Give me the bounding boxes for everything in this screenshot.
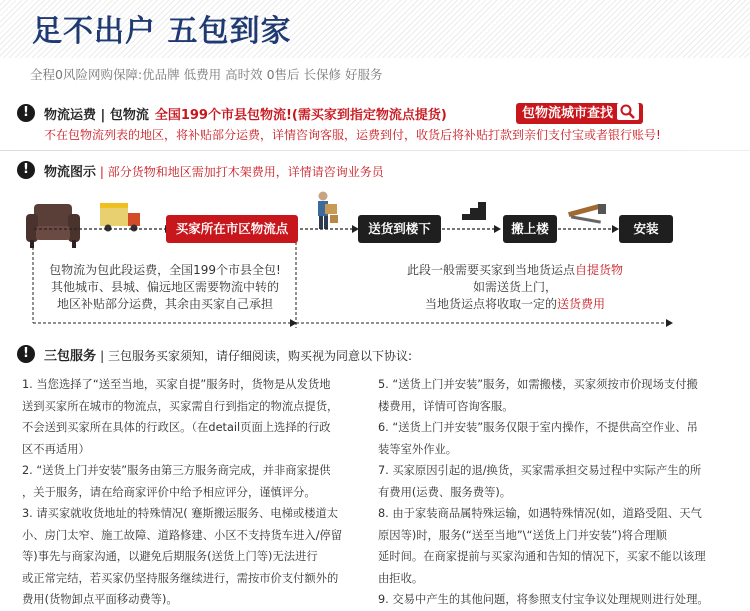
diagram-note: 部分货物和地区需加打木架费用，详情请咨询业务员 — [107, 165, 384, 179]
list-item: 9. 交易中产生的其他问题，将参照支付宝争议处理规则进行处理。 — [378, 593, 709, 606]
section-title: 物流运费 — [44, 108, 97, 123]
list-item: 由拒收。 — [378, 571, 424, 585]
list-item: 或正常完结，若买家仍坚持服务继续进行，需按市价支付额外的 — [22, 571, 339, 585]
list-item: 区不再适用） — [22, 442, 90, 456]
header-banner — [0, 0, 750, 58]
list-item: 费用(货物卸点平面移动费等)。 — [22, 593, 178, 606]
list-item: ，关于服务，请在给商家评价中给予相应评分，谨慎评分。 — [22, 485, 316, 499]
section-title: 三包服务 — [44, 349, 97, 364]
list-item: 6. “送货上门并安装”服务仅限于室内操作，不提供高空作业、吊 — [378, 421, 698, 434]
list-item: 3. 请买家就收货地址的特殊情况( 蹇斯搬运服务、电梯或楼道太 — [22, 507, 339, 520]
step-carry-upstairs: 搬上楼 — [503, 215, 557, 243]
service-terms-right — [378, 374, 738, 611]
stairs-icon — [454, 202, 486, 220]
list-item: 2. “送货上门并安装”服务由第三方服务商完成，并非商家提供 — [22, 464, 331, 477]
list-item: 延时间。在商家提前与买家沟通和告知的情况下，买家不能以该理 — [378, 550, 706, 563]
service-heading — [44, 345, 412, 364]
divider — [0, 150, 750, 151]
list-item: 装等室外作业。 — [378, 442, 458, 456]
step-deliver-downstairs: 送货到楼下 — [358, 215, 441, 243]
alert-icon: ! — [17, 104, 35, 122]
logistics-flow-diagram — [0, 180, 750, 340]
left-segment-text: 包物流为包此段运费，全国199个市县全包! 其他城市、县城、偏远地区需要物流中转的 地区补贴部分运费，其余由买家自己承担 — [49, 263, 281, 311]
list-item: 楼费用，详情可咨询客服。 — [378, 399, 514, 413]
truck-icon — [100, 203, 140, 232]
alert-icon: ! — [17, 161, 35, 179]
armchair-icon — [26, 204, 80, 248]
tagline: 全程0风险网购保障:优品牌 低费用 高时效 0售后 长保修 好服务 — [30, 67, 383, 82]
list-item: 原因等)时，服务(“送至当地”\“送货上门并安装”)将合理顺 — [378, 528, 667, 542]
section-title: 物流图示 — [44, 165, 97, 180]
logistics-highlight: 全国199个市县包物流!(需买家到指定物流点提货) — [154, 108, 447, 123]
list-item: 8. 由于家装商品属特殊运输，如遇特殊情况(如，道路受阻、天气 — [378, 507, 702, 520]
list-item: 有费用(运费、服务费等)。 — [378, 485, 512, 499]
step-local-logistics-point: 买家所在市区物流点 — [166, 215, 298, 243]
step-install: 安装 — [619, 215, 673, 243]
section-subtitle: 包物流 — [109, 108, 149, 123]
page-title: 足不出户 五包到家 — [32, 14, 292, 49]
alert-icon: ! — [17, 345, 35, 363]
list-item: 1. 当您选择了“送至当地，买家自提”服务时，货物是从发货地 — [22, 378, 331, 391]
list-item: 等)事先与商家沟通，以避免后期服务(送货上门等)无法进行 — [22, 550, 318, 563]
arrow-icon — [666, 319, 673, 327]
service-description: | 三包服务买家须知，请仔细阅读，购买视为同意以下协议: — [100, 349, 413, 363]
list-item: 小、房门太窄、施工故障、道路修建、小区不支持货车进入/停留 — [22, 528, 343, 542]
city-search-button[interactable]: 包物流城市查找 — [516, 103, 643, 124]
logistics-fee-note: 不在包物流列表的地区，将补贴部分运费，详情咨询客服，运费到付，收货后将补贴打款到亲们支付宝或者银行账号! — [44, 128, 661, 142]
search-icon — [617, 103, 639, 120]
tools-icon — [568, 204, 606, 224]
logistics-diagram-heading: 物流图示 | 部分货物和地区需加打木架费用，详情请咨询业务员 — [44, 165, 384, 180]
list-item: 不会送到买家所在具体的行政区。（在detail页面上选择的行政 — [22, 421, 331, 434]
right-segment-text: 此段一般需要买家到当地货运点自提货物 如需送货上门， 当地货运点将收取一定的送货费用 — [406, 263, 624, 311]
list-item: 7. 买家原因引起的退/换货，买家需承担交易过程中实际产生的所 — [378, 464, 702, 477]
logistics-fee-heading: 物流运费 | 包物流 全国199个市县包物流!(需买家到指定物流点提货) — [44, 108, 447, 123]
delivery-man-icon — [318, 192, 338, 230]
list-item: 5. “送货上门并安装”服务，如需搬楼，买家须按市价现场支付搬 — [378, 378, 698, 391]
service-terms-left — [22, 374, 372, 611]
list-item: 送到买家所在城市的物流点，买家需自行到指定的物流点提货， — [22, 399, 339, 413]
